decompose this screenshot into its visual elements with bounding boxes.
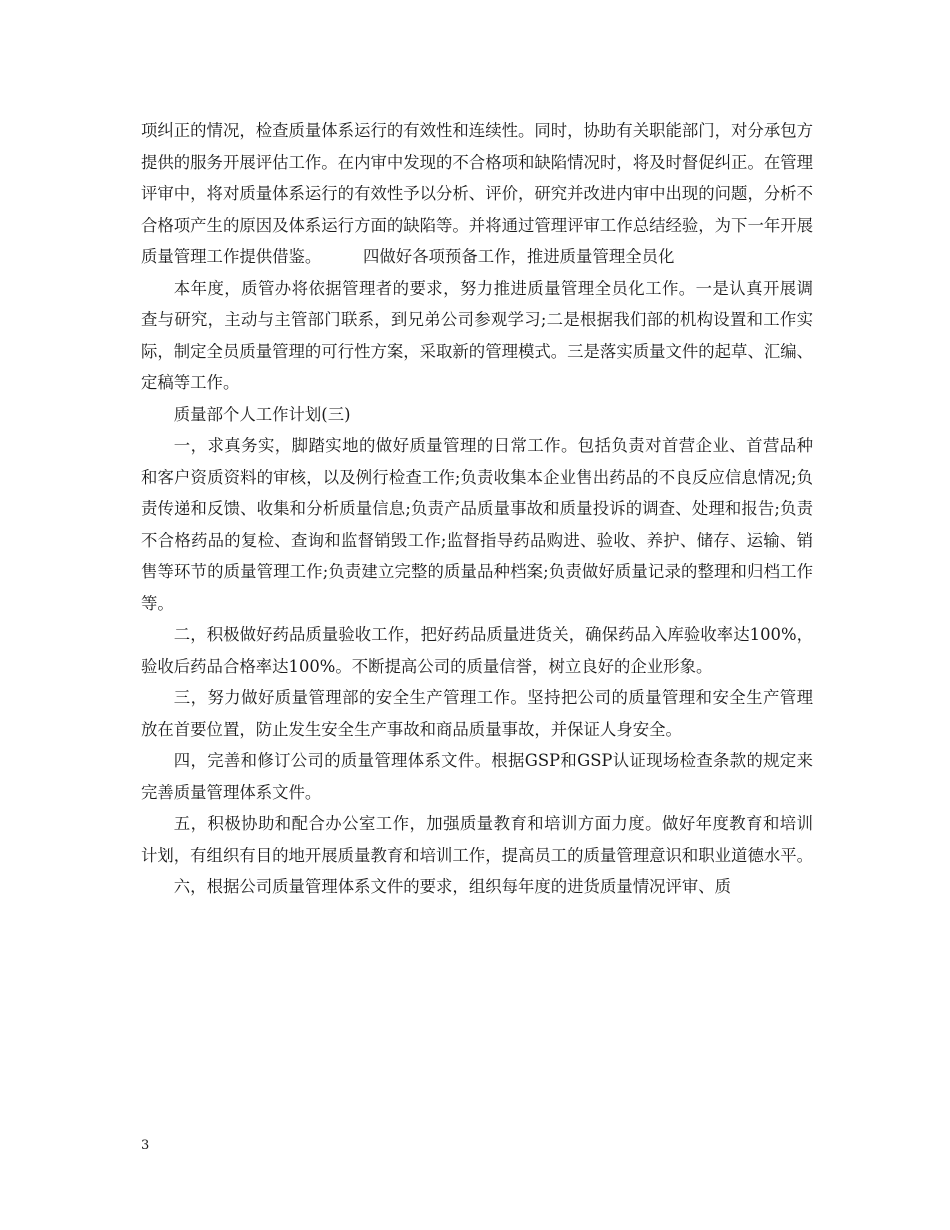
paragraph-item-1: 一，求真务实，脚踏实地的做好质量管理的日常工作。包括负责对首营企业、首营品种和客户资质资料的审核，以及例行检查工作;负责收集本企业售出药品的不良反应信息情况;负责传递和反馈、收集和分析质量信息;负责产品质量事故和质量投诉的调查、处理和报告;负责不合格药品的复检、查询和监督销毁工作;监督指导药品购进、验收、养护、储存、运输、销售等环节的质量管理工作;负责建立完整的质量品种档案;负责做好质量记录的整理和归档工作等。 <box>141 436 813 613</box>
paragraph-item-4: 四，完善和修订公司的质量管理体系文件。根据GSP和GSP认证现场检查条款的规定来完善质量管理体系文件。 <box>141 751 813 802</box>
paragraph-item-5: 五，积极协助和配合办公室工作，加强质量教育和培训方面力度。做好年度教育和培训计划，有组织有目的地开展质量教育和培训工作，提高员工的质量管理意识和职业道德水平。 <box>141 814 814 865</box>
paragraph-item-6: 六，根据公司质量管理体系文件的要求，组织每年度的进货质量情况评审、质 <box>173 877 732 896</box>
paragraph-1: 项纠正的情况，检查质量体系运行的有效性和连续性。同时，协助有关职能部门，对分承包方提供的服务开展评估工作。在内审中发现的不合格项和缺陷情况时，将及时督促纠正。在管理评审中，将对质量体系运行的有效性予以分析、评价，研究并改进内审中出现的问题，分析不合格项产生的原因及体系运行方面的缺陷等。并将通过管理评审工作总结经验，为下一年开展质量管理工作提供借鉴。 四做好各项预备工作，推进质量管理全员化 <box>141 121 814 266</box>
paragraph-2: 本年度，质管办将依据管理者的要求，努力推进质量管理全员化工作。一是认真开展调查与研究，主动与主管部门联系，到兄弟公司参观学习;二是根据我们部的机构设置和工作实际，制定全员质量管理的可行性方案，采取新的管理模式。三是落实质量文件的起草、汇编、定稿等工作。 <box>141 278 814 392</box>
paragraph-item-3: 三，努力做好质量管理部的安全生产管理工作。坚持把公司的质量管理和安全生产管理放在首要位置，防止发生安全生产事故和商品质量事故，并保证人身安全。 <box>141 688 813 739</box>
page-number: 3 <box>141 1138 150 1153</box>
section-heading: 质量部个人工作计划(三) <box>173 404 351 424</box>
paragraph-item-2: 二，积极做好药品质量验收工作，把好药品质量进货关，确保药品入库验收率达100%，验收后药品合格率达100%。不断提高公司的质量信誉，树立良好的企业形象。 <box>141 625 813 676</box>
document-body <box>141 115 813 903</box>
